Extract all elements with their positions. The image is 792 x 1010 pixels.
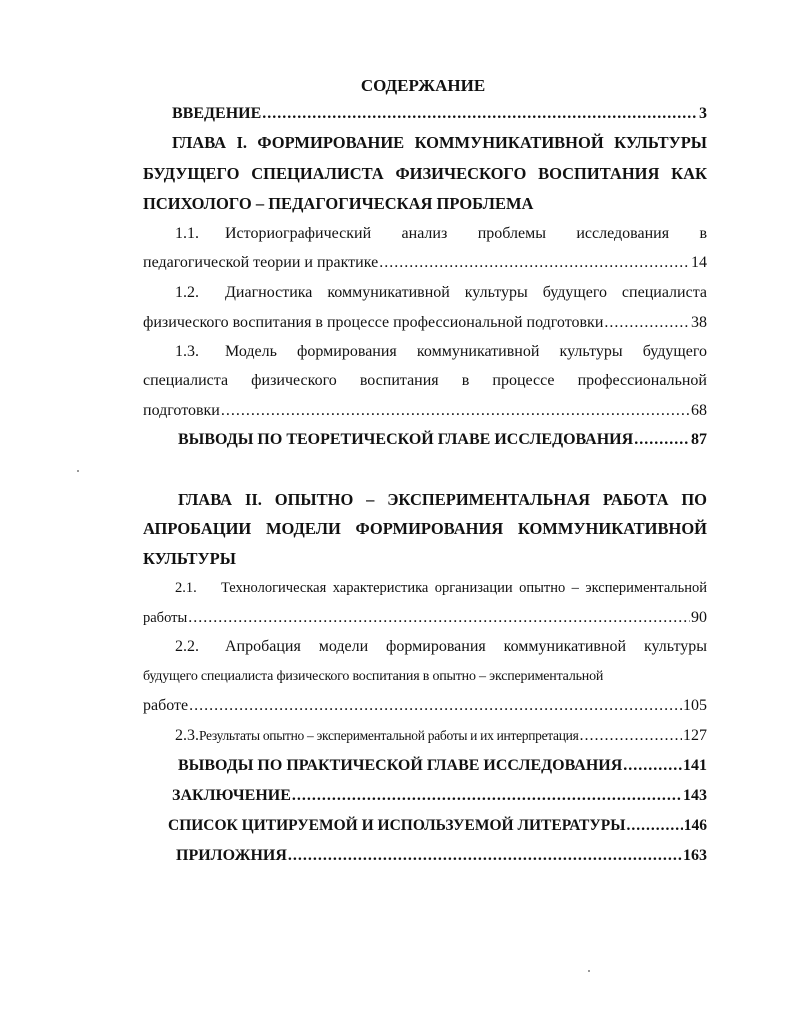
- section-title-line3: подготовки: [143, 402, 220, 419]
- section-title-line3: работе: [143, 697, 189, 714]
- toc-page-number: 38: [691, 314, 707, 331]
- chapter1-heading-line2: БУДУЩЕГО СПЕЦИАЛИСТА ФИЗИЧЕСКОГО ВОСПИТАНИЯ КАК: [143, 164, 707, 183]
- toc-label: ЗАКЛЮЧЕНИЕ: [172, 787, 291, 804]
- toc-entry-introduction: [172, 104, 707, 124]
- section-number: 2.1.: [175, 580, 197, 596]
- section-title-line2: педагогической теории и практике: [143, 254, 379, 271]
- toc-section-1-3-cont: [143, 401, 707, 421]
- section-number: 1.2.: [175, 284, 199, 301]
- toc-leader: [379, 253, 690, 273]
- chapter1-heading-line1: ГЛАВА I. ФОРМИРОВАНИЕ КОММУНИКАТИВНОЙ КУЛЬТУРЫ: [172, 133, 707, 152]
- toc-leader: [288, 846, 682, 866]
- toc-page-number: 127: [683, 727, 707, 744]
- toc-section-2-2-cont: [143, 696, 707, 716]
- toc-leader: [262, 104, 698, 124]
- toc-section-1-3: [175, 342, 707, 362]
- toc-label: СПИСОК ЦИТИРУЕМОЙ И ИСПОЛЬЗУЕМОЙ ЛИТЕРАТУРЫ: [168, 817, 626, 834]
- section-title-line1: Апробация модели формирования коммуникативной культуры: [225, 638, 707, 655]
- toc-page-number: 146: [683, 817, 707, 834]
- section-title-line1: Технологическая характеристика организации опытно – экспериментальной: [221, 580, 707, 596]
- section-title-line1: Результаты опытно – экспериментальной работы и их интерпретация: [199, 728, 579, 743]
- section-title-line2: физического воспитания в процессе профессиональной подготовки: [143, 314, 604, 331]
- toc-page-number: 141: [683, 757, 707, 774]
- toc-page-number: 90: [691, 609, 707, 626]
- section-number: 1.1.: [175, 225, 199, 242]
- toc-page-number: 87: [691, 431, 707, 448]
- chapter2-heading-line3: КУЛЬТУРЫ: [143, 549, 236, 568]
- toc-label: ВВЕДЕНИЕ: [172, 105, 262, 122]
- toc-section-2-3: [175, 726, 707, 746]
- toc-leader: [626, 816, 682, 836]
- toc-page-number: 163: [683, 847, 707, 864]
- toc-section-1-1-cont: [143, 253, 707, 273]
- page-title: СОДЕРЖАНИЕ: [360, 76, 486, 95]
- toc-leader: [189, 696, 682, 716]
- toc-section-1-2-cont: [143, 313, 707, 333]
- scan-speck: [77, 470, 79, 472]
- toc-label: ВЫВОДЫ ПО ПРАКТИЧЕСКОЙ ГЛАВЕ ИССЛЕДОВАНИЯ: [178, 757, 623, 774]
- toc-section-1-1: [175, 224, 707, 244]
- toc-leader: [634, 430, 690, 450]
- toc-page-number: 68: [691, 402, 707, 419]
- section-number: 2.2.: [175, 638, 199, 655]
- toc-leader: [604, 313, 690, 333]
- toc-leader: [221, 401, 690, 421]
- toc-section-2-2: [175, 637, 707, 657]
- toc-leader: [580, 726, 683, 746]
- section-number: 2.3.: [175, 727, 199, 744]
- toc-section-1-3-line2: специалиста физического воспитания в процессе профессиональной: [143, 372, 707, 389]
- toc-leader: [188, 608, 690, 628]
- chapter2-heading-line1: ГЛАВА II. ОПЫТНО – ЭКСПЕРИМЕНТАЛЬНАЯ РАБОТА ПО: [178, 490, 707, 509]
- scan-speck: [588, 970, 590, 972]
- chapter1-heading-line3: ПСИХОЛОГО – ПЕДАГОГИЧЕСКАЯ ПРОБЛЕМА: [143, 194, 534, 213]
- toc-page-number: 143: [683, 787, 707, 804]
- toc-section-2-1-cont: [143, 608, 707, 628]
- toc-label: ПРИЛОЖНИЯ: [176, 847, 287, 864]
- toc-leader: [623, 756, 682, 776]
- toc-entry-references: [168, 816, 707, 836]
- section-title-line2: работы: [143, 610, 188, 626]
- toc-section-2-2-line2: будущего специалиста физического воспитания в опытно – экспериментальной: [143, 669, 604, 684]
- toc-entry-theory-conclusions: [178, 430, 707, 450]
- section-number: 1.3.: [175, 343, 199, 360]
- toc-label: ВЫВОДЫ ПО ТЕОРЕТИЧЕСКОЙ ГЛАВЕ ИССЛЕДОВАНИЯ: [178, 431, 634, 448]
- toc-entry-practice-conclusions: [178, 756, 707, 776]
- toc-page-number: 3: [699, 105, 707, 122]
- toc-page-number: 105: [683, 697, 707, 714]
- toc-entry-conclusion: [172, 786, 707, 806]
- toc-page-number: 14: [691, 254, 707, 271]
- toc-section-1-2: [175, 283, 707, 303]
- section-title-line1: Историографический анализ проблемы исследования в: [225, 225, 707, 242]
- section-title-line1: Модель формирования коммуникативной культуры будущего: [225, 343, 707, 360]
- toc-entry-appendix: [176, 846, 707, 866]
- section-title-line1: Диагностика коммуникативной культуры будущего специалиста: [225, 284, 707, 301]
- chapter2-heading-line2: АПРОБАЦИИ МОДЕЛИ ФОРМИРОВАНИЯ КОММУНИКАТИВНОЙ: [143, 519, 707, 538]
- toc-leader: [292, 786, 682, 806]
- toc-section-2-1: [175, 578, 707, 598]
